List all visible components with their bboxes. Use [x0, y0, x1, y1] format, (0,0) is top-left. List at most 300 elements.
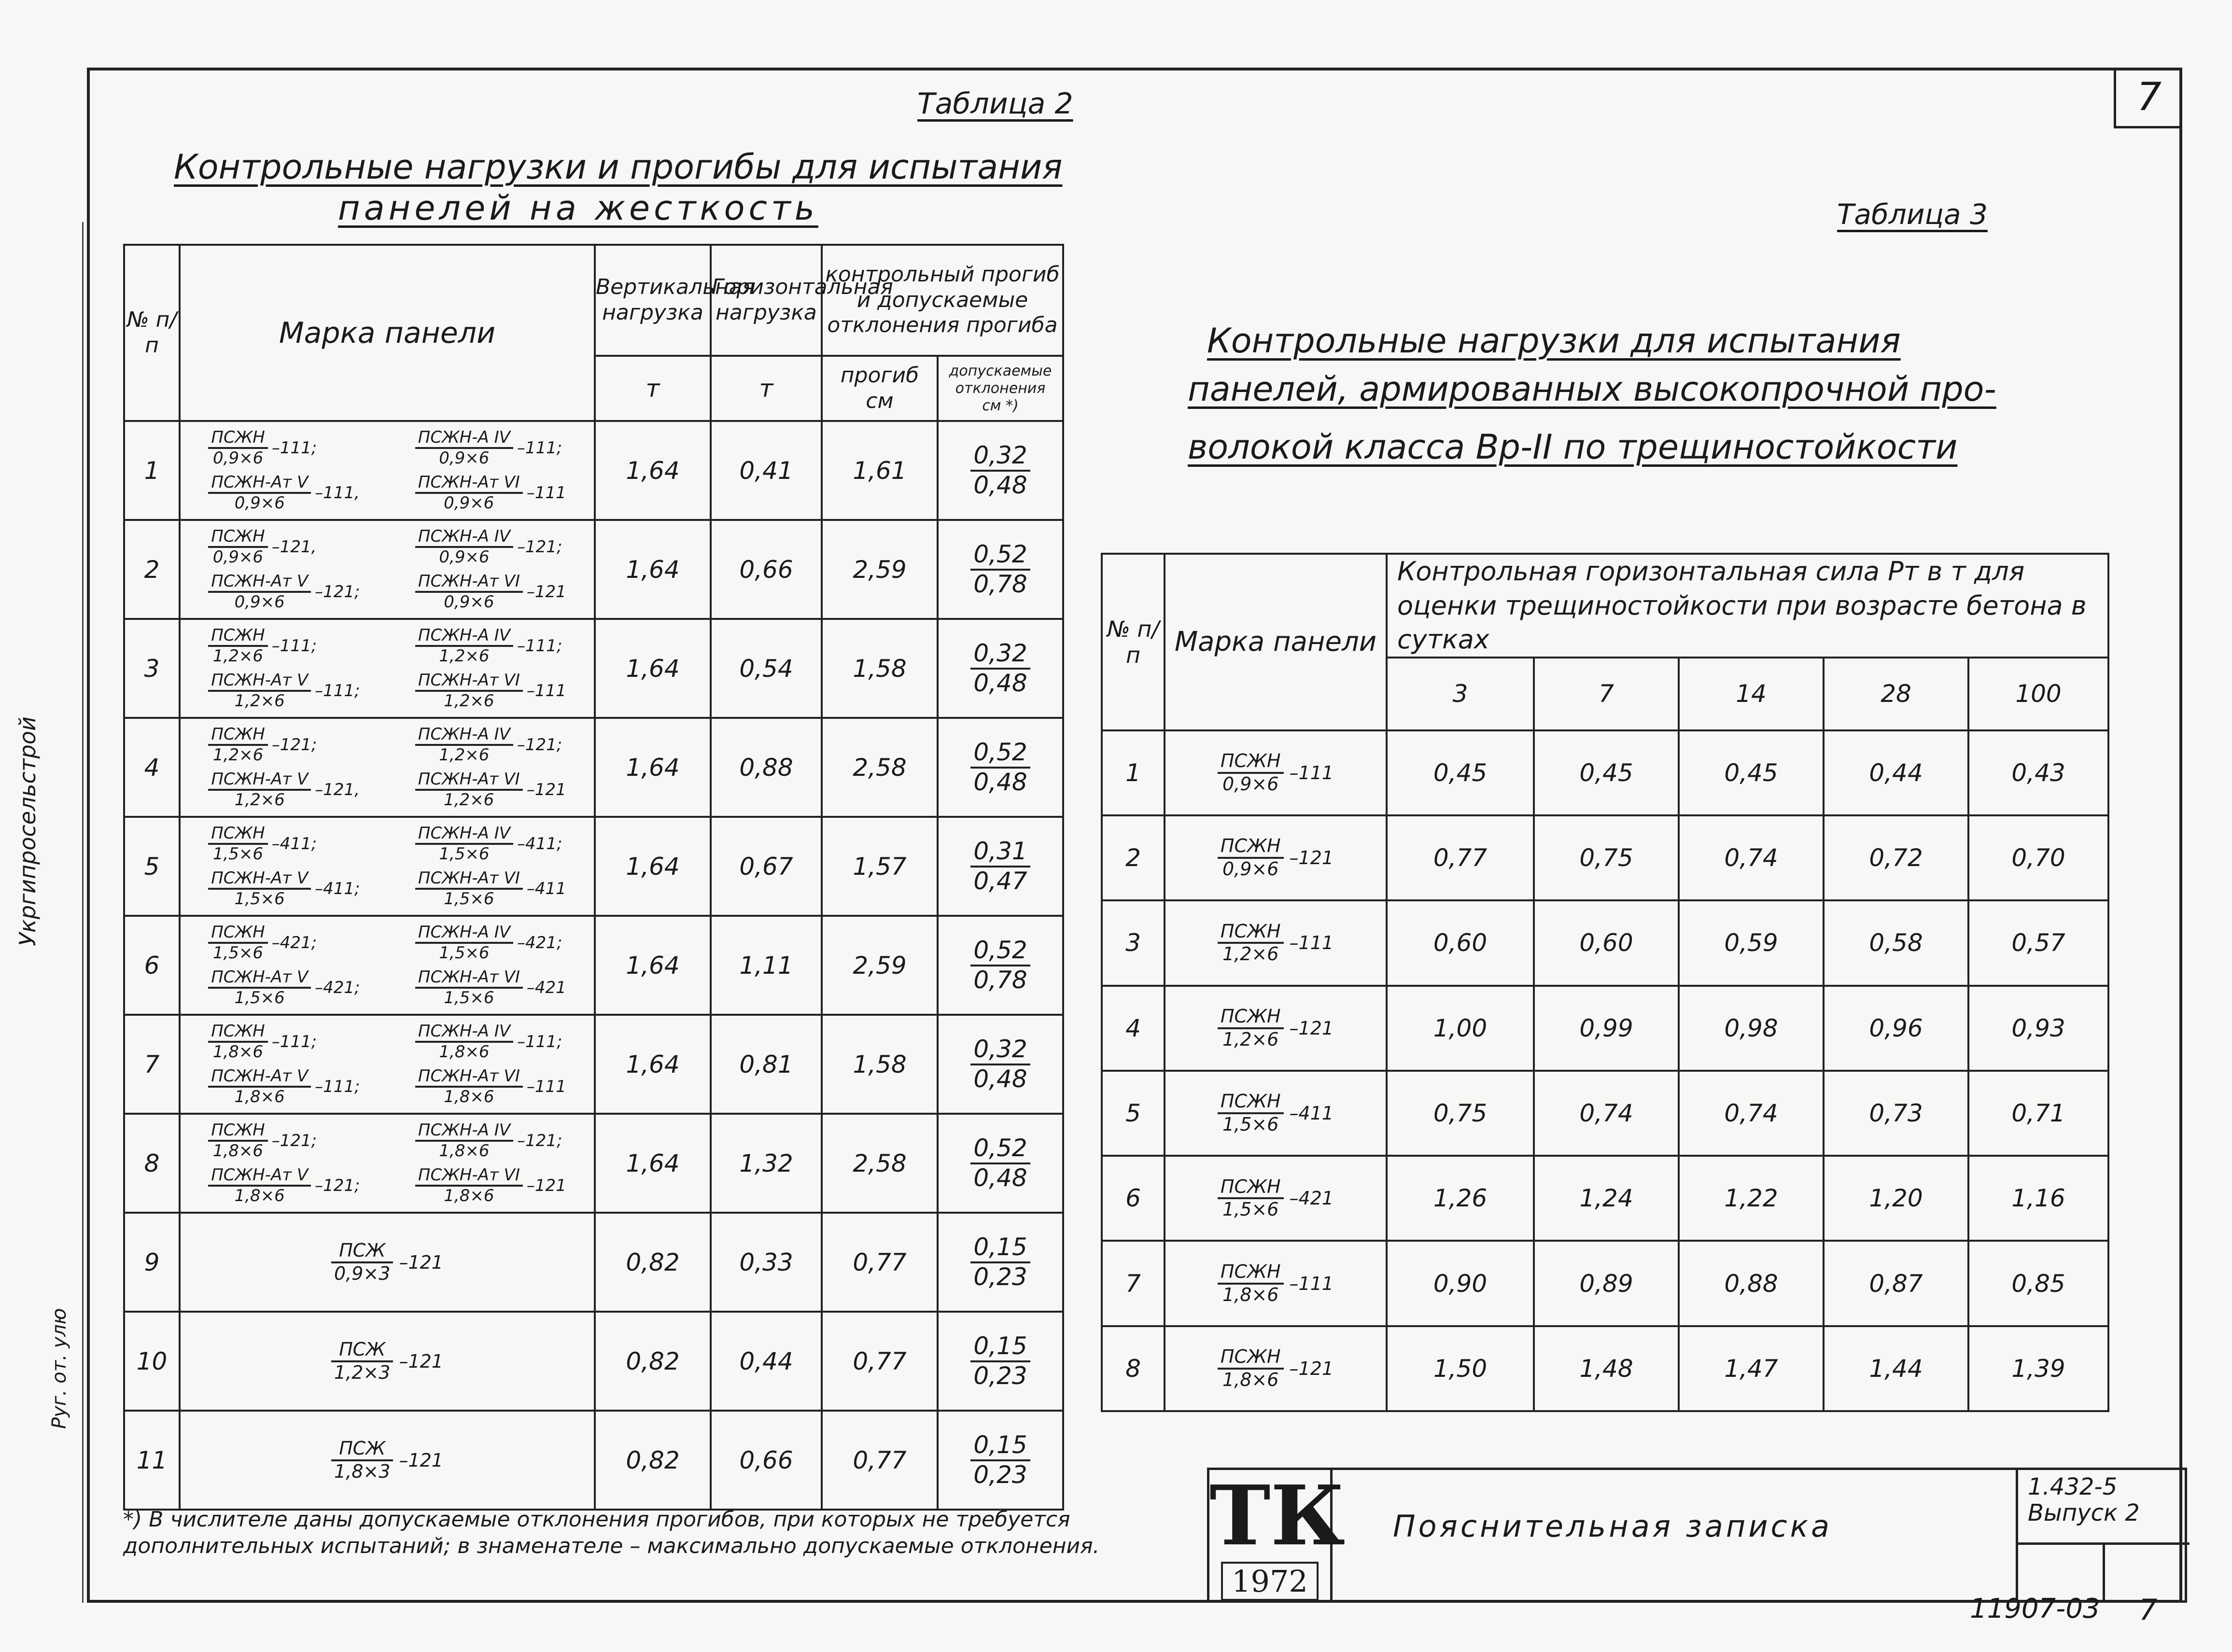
- t3-row: [1102, 1156, 2108, 1241]
- tolerance: [938, 1015, 1063, 1114]
- side-margin-stamp: [10, 222, 84, 1603]
- table2-title-line1: Контрольные нагрузки и прогибы для испытания: [174, 147, 1063, 187]
- force-day-100: 0,71: [1968, 1071, 2108, 1156]
- vertical-load: 1,64: [595, 619, 711, 718]
- panel-mark: [1165, 1241, 1387, 1326]
- tolerance-numerator: 0,32: [970, 1036, 1030, 1065]
- panel-marks: [180, 421, 595, 520]
- horizontal-load: 0,66: [711, 520, 822, 619]
- tolerance-numerator: 0,52: [970, 937, 1030, 966]
- side-text-note: Руг. от. улю: [48, 1308, 70, 1429]
- row-number: 4: [1102, 986, 1165, 1071]
- mark-c-suffix: –111;: [315, 681, 360, 700]
- force-day-28: 0,73: [1824, 1071, 1968, 1156]
- title-block: [1207, 1468, 2187, 1603]
- deflection: 2,59: [822, 520, 938, 619]
- mark-b-num: ПСЖН-А IV: [415, 1121, 513, 1142]
- mark-suffix: –121: [399, 1449, 443, 1471]
- panel-marks: [180, 1114, 595, 1213]
- t2-header-deflection-label: прогиб: [840, 363, 919, 388]
- row-number: 11: [124, 1411, 180, 1510]
- mark-d-num: ПСЖН-Ат VI: [415, 968, 523, 989]
- t3-row: [1102, 730, 2108, 815]
- row-number: 3: [1102, 900, 1165, 985]
- force-day-14: 0,74: [1679, 1071, 1824, 1156]
- panel-mark: [1165, 815, 1387, 900]
- mark-a-suffix: –121,: [271, 537, 317, 557]
- document-title: Пояснительная записка: [1393, 1509, 1833, 1544]
- tolerance-numerator: 0,32: [970, 640, 1030, 670]
- mark-b-den: 0,9×6: [439, 547, 490, 567]
- tolerance: [938, 1213, 1063, 1312]
- mark-suffix: –121: [1289, 1358, 1334, 1379]
- tolerance: [938, 421, 1063, 520]
- mark-b-den: 1,2×6: [439, 646, 490, 666]
- row-number: 6: [1102, 1156, 1165, 1241]
- force-day-28: 0,96: [1824, 986, 1968, 1071]
- deflection: 1,57: [822, 817, 938, 916]
- tolerance-numerator: 0,15: [970, 1233, 1030, 1263]
- mark-d-den: 1,2×6: [444, 691, 494, 711]
- t2-header-mark: Марка панели: [180, 245, 595, 421]
- mark-suffix: –121: [1289, 1017, 1334, 1039]
- force-day-28: 1,20: [1824, 1156, 1968, 1241]
- panel-mark: [180, 1213, 595, 1312]
- panel-marks: [180, 916, 595, 1015]
- t3-age-14: 14: [1679, 658, 1824, 730]
- t3-row: [1102, 1241, 2108, 1326]
- mark-den: 0,9×3: [334, 1262, 391, 1284]
- panel-mark: [180, 1312, 595, 1411]
- horizontal-load: 0,66: [711, 1411, 822, 1510]
- mark-b-den: 1,5×6: [439, 943, 490, 963]
- mark-a-suffix: –111;: [271, 438, 317, 458]
- mark-a-den: 1,5×6: [212, 844, 264, 864]
- mark-c-den: 1,8×6: [234, 1186, 285, 1205]
- deflection: 0,77: [822, 1411, 938, 1510]
- mark-b-den: 1,8×6: [439, 1042, 490, 1062]
- mark-c-suffix: –411;: [315, 879, 360, 898]
- mark-d-den: 1,2×6: [444, 790, 494, 810]
- tolerance: [938, 619, 1063, 718]
- series-number: 1.432-5: [2028, 1473, 2118, 1500]
- panel-marks: [180, 619, 595, 718]
- mark-a-suffix: –121;: [271, 735, 317, 755]
- t3-header-force: Контрольная горизонтальная сила Рт в т для оценки трещиностойкости при возрасте бетона в сутках: [1387, 554, 2108, 658]
- force-day-3: 0,90: [1387, 1241, 1534, 1326]
- row-number: 8: [124, 1114, 180, 1213]
- panel-mark: [1165, 986, 1387, 1071]
- t2-header-num: № п/п: [124, 245, 180, 421]
- mark-a-den: 1,8×6: [212, 1141, 264, 1161]
- mark-num: ПСЖН: [1218, 751, 1284, 774]
- tolerance-denominator: 0,48: [973, 1163, 1027, 1192]
- mark-b-suffix: –411;: [517, 834, 562, 854]
- mark-b-suffix: –121;: [517, 1131, 562, 1151]
- t2-row: [124, 1312, 1063, 1411]
- mark-a-num: ПСЖН: [208, 923, 268, 944]
- t2-row: [124, 520, 1063, 619]
- t3-header-num: № п/п: [1102, 554, 1165, 730]
- t3-row: [1102, 1326, 2108, 1411]
- mark-suffix: –121: [399, 1350, 443, 1372]
- mark-b-suffix: –111;: [517, 636, 562, 656]
- t2-unit-t: т: [595, 356, 711, 421]
- table3-title-line1: Контрольные нагрузки для испытания: [1207, 321, 1901, 361]
- row-number: 5: [124, 817, 180, 916]
- mark-den: 1,8×6: [1222, 1284, 1279, 1305]
- row-number: 7: [124, 1015, 180, 1114]
- deflection: 2,58: [822, 718, 938, 817]
- tolerance-denominator: 0,23: [973, 1361, 1027, 1390]
- mark-b-den: 1,5×6: [439, 844, 490, 864]
- tolerance-numerator: 0,52: [970, 541, 1030, 571]
- mark-c-num: ПСЖН-Ат V: [208, 968, 311, 989]
- t3-age-100: 100: [1968, 658, 2108, 730]
- t3-row: [1102, 900, 2108, 985]
- panel-mark: [1165, 1071, 1387, 1156]
- force-day-28: 0,87: [1824, 1241, 1968, 1326]
- tolerance: [938, 1411, 1063, 1510]
- row-number: 1: [1102, 730, 1165, 815]
- mark-a-num: ПСЖН: [208, 1121, 268, 1142]
- mark-c-num: ПСЖН-Ат V: [208, 770, 311, 791]
- panel-mark: [1165, 900, 1387, 985]
- t3-row: [1102, 815, 2108, 900]
- panel-mark: [1165, 1326, 1387, 1411]
- horizontal-load: 0,33: [711, 1213, 822, 1312]
- mark-d-suffix: –121: [526, 780, 566, 799]
- force-day-14: 0,98: [1679, 986, 1824, 1071]
- force-day-7: 0,99: [1534, 986, 1679, 1071]
- panel-mark: [1165, 730, 1387, 815]
- mark-c-suffix: –421;: [315, 978, 360, 997]
- mark-d-suffix: –111: [526, 483, 566, 503]
- mark-c-num: ПСЖН-Ат V: [208, 1067, 311, 1088]
- mark-c-num: ПСЖН-Ат V: [208, 572, 311, 593]
- mark-a-den: 0,9×6: [212, 547, 264, 567]
- row-number: 7: [1102, 1241, 1165, 1326]
- mark-a-suffix: –411;: [271, 834, 317, 854]
- horizontal-load: 0,81: [711, 1015, 822, 1114]
- mark-d-suffix: –111: [526, 1077, 566, 1096]
- force-day-7: 1,48: [1534, 1326, 1679, 1411]
- mark-d-num: ПСЖН-Ат VI: [415, 671, 523, 692]
- t3-age-7: 7: [1534, 658, 1679, 730]
- mark-d-den: 1,8×6: [444, 1087, 494, 1106]
- t2-unit-cm2: см *): [982, 397, 1019, 414]
- force-day-7: 0,74: [1534, 1071, 1679, 1156]
- t2-row: [124, 1114, 1063, 1213]
- mark-b-num: ПСЖН-А IV: [415, 527, 513, 548]
- mark-den: 1,5×6: [1222, 1113, 1279, 1135]
- row-number: 3: [124, 619, 180, 718]
- mark-den: 0,9×6: [1222, 858, 1279, 880]
- mark-b-num: ПСЖН-А IV: [415, 725, 513, 746]
- mark-num: ПСЖ: [331, 1240, 393, 1263]
- mark-c-suffix: –121;: [315, 1176, 360, 1195]
- t2-header-tolerance: [938, 356, 1063, 421]
- panel-marks: [180, 718, 595, 817]
- mark-d-den: 1,8×6: [444, 1186, 494, 1205]
- force-day-14: 0,88: [1679, 1241, 1824, 1326]
- mark-suffix: –421: [1289, 1188, 1334, 1209]
- mark-den: 1,5×6: [1222, 1199, 1279, 1220]
- series-box: [2016, 1470, 2190, 1600]
- mark-num: ПСЖН: [1218, 1091, 1284, 1114]
- t2-unit-cm: см: [866, 388, 894, 413]
- t2-row: [124, 1213, 1063, 1312]
- tolerance-denominator: 0,23: [973, 1262, 1027, 1291]
- mark-d-num: ПСЖН-Ат VI: [415, 572, 523, 593]
- mark-c-num: ПСЖН-Ат V: [208, 869, 311, 890]
- mark-num: ПСЖН: [1218, 1176, 1284, 1200]
- mark-c-den: 0,9×6: [234, 592, 285, 612]
- mark-a-den: 1,5×6: [212, 943, 264, 963]
- vertical-load: 1,64: [595, 520, 711, 619]
- mark-c-den: 1,8×6: [234, 1087, 285, 1106]
- mark-den: 0,9×6: [1222, 773, 1279, 795]
- mark-suffix: –411: [1289, 1102, 1334, 1124]
- mark-d-num: ПСЖН-Ат VI: [415, 869, 523, 890]
- mark-a-num: ПСЖН: [208, 824, 268, 845]
- mark-a-suffix: –111;: [271, 1032, 317, 1052]
- tolerance-numerator: 0,15: [970, 1332, 1030, 1362]
- tolerance: [938, 520, 1063, 619]
- bottom-page-number: 7: [2139, 1593, 2158, 1627]
- page-number: 7: [2137, 74, 2162, 119]
- tk-logo-letters: ТК: [1209, 1468, 1346, 1564]
- mark-num: ПСЖН: [1218, 836, 1284, 859]
- deflection: 1,58: [822, 619, 938, 718]
- document-code: 11907-03: [1970, 1593, 2100, 1624]
- vertical-load: 1,64: [595, 916, 711, 1015]
- vertical-load: 0,82: [595, 1312, 711, 1411]
- tk-logo: [1209, 1468, 1346, 1600]
- mark-c-den: 1,2×6: [234, 790, 285, 810]
- mark-a-suffix: –111;: [271, 636, 317, 656]
- mark-d-num: ПСЖН-Ат VI: [415, 1067, 523, 1088]
- tolerance-denominator: 0,48: [973, 1064, 1027, 1093]
- t2-row: [124, 421, 1063, 520]
- table3-title-line3: волокой класса Вр-II по трещиностойкости: [1188, 427, 1958, 467]
- force-day-100: 0,85: [1968, 1241, 2108, 1326]
- row-number: 8: [1102, 1326, 1165, 1411]
- horizontal-load: 0,44: [711, 1312, 822, 1411]
- tolerance: [938, 1312, 1063, 1411]
- t2-row: [124, 916, 1063, 1015]
- vertical-load: 1,64: [595, 421, 711, 520]
- row-number: 10: [124, 1312, 180, 1411]
- issue-number: Выпуск 2: [2028, 1499, 2140, 1527]
- mark-a-num: ПСЖН: [208, 527, 268, 548]
- mark-b-num: ПСЖН-А IV: [415, 1022, 513, 1043]
- horizontal-load: 0,41: [711, 421, 822, 520]
- tolerance: [938, 916, 1063, 1015]
- force-day-100: 0,70: [1968, 815, 2108, 900]
- mark-a-num: ПСЖН: [208, 626, 268, 647]
- tolerance-denominator: 0,23: [973, 1460, 1027, 1489]
- mark-b-suffix: –421;: [517, 933, 562, 953]
- mark-d-num: ПСЖН-Ат VI: [415, 770, 523, 791]
- mark-d-num: ПСЖН-Ат VI: [415, 1166, 523, 1187]
- tolerance-denominator: 0,48: [973, 669, 1027, 697]
- tolerance-denominator: 0,78: [973, 570, 1027, 598]
- t2-header-vertical: Вертикальная нагрузка: [595, 245, 711, 356]
- mark-d-suffix: –411: [526, 879, 566, 898]
- mark-a-suffix: –121;: [271, 1131, 317, 1151]
- force-day-28: 1,44: [1824, 1326, 1968, 1411]
- horizontal-load: 0,54: [711, 619, 822, 718]
- mark-c-den: 1,2×6: [234, 691, 285, 711]
- mark-c-num: ПСЖН-Ат V: [208, 671, 311, 692]
- table3-caption: Таблица 3: [1837, 198, 1988, 231]
- mark-d-den: 0,9×6: [444, 592, 494, 612]
- force-day-3: 0,60: [1387, 900, 1534, 985]
- mark-d-suffix: –121: [526, 582, 566, 602]
- mark-a-suffix: –421;: [271, 933, 317, 953]
- force-day-14: 0,45: [1679, 730, 1824, 815]
- deflection: 0,77: [822, 1312, 938, 1411]
- table2-footnote: *) В числителе даны допускаемые отклонения прогибов, при которых не требуется дополнительных испытаний; в знаменателе – максимально допускаемые отклонения.: [123, 1507, 1100, 1558]
- mark-suffix: –121: [1289, 847, 1334, 869]
- tolerance-denominator: 0,47: [973, 867, 1027, 895]
- tolerance-denominator: 0,48: [973, 471, 1027, 499]
- mark-b-suffix: –111;: [517, 438, 562, 458]
- t2-header-deflection: [822, 356, 938, 421]
- row-number: 9: [124, 1213, 180, 1312]
- mark-c-den: 0,9×6: [234, 493, 285, 513]
- mark-c-suffix: –111,: [315, 483, 360, 503]
- horizontal-load: 1,32: [711, 1114, 822, 1213]
- horizontal-load: 0,67: [711, 817, 822, 916]
- deflection: 2,58: [822, 1114, 938, 1213]
- mark-num: ПСЖН: [1218, 1006, 1284, 1029]
- force-day-28: 0,58: [1824, 900, 1968, 985]
- mark-num: ПСЖ: [331, 1339, 393, 1362]
- deflection: 2,59: [822, 916, 938, 1015]
- tolerance: [938, 718, 1063, 817]
- mark-b-num: ПСЖН-А IV: [415, 923, 513, 944]
- mark-a-num: ПСЖН: [208, 428, 268, 449]
- mark-b-den: 1,8×6: [439, 1141, 490, 1161]
- tolerance-denominator: 0,48: [973, 768, 1027, 796]
- tolerance-numerator: 0,32: [970, 442, 1030, 472]
- force-day-28: 0,72: [1824, 815, 1968, 900]
- mark-c-num: ПСЖН-Ат V: [208, 1166, 311, 1187]
- tolerance-numerator: 0,15: [970, 1431, 1030, 1461]
- force-day-28: 0,44: [1824, 730, 1968, 815]
- t2-row: [124, 619, 1063, 718]
- row-number: 5: [1102, 1071, 1165, 1156]
- force-day-100: 0,43: [1968, 730, 2108, 815]
- vertical-load: 0,82: [595, 1213, 711, 1312]
- page-number-box: [2114, 68, 2182, 128]
- horizontal-load: 0,88: [711, 718, 822, 817]
- force-day-100: 0,93: [1968, 986, 2108, 1071]
- vertical-load: 1,64: [595, 1114, 711, 1213]
- mark-suffix: –111: [1289, 1273, 1334, 1294]
- row-number: 4: [124, 718, 180, 817]
- mark-a-den: 1,2×6: [213, 745, 264, 765]
- panel-marks: [180, 817, 595, 916]
- force-day-3: 1,50: [1387, 1326, 1534, 1411]
- t3-header-mark: Марка панели: [1165, 554, 1387, 730]
- mark-d-num: ПСЖН-Ат VI: [415, 473, 523, 494]
- mark-den: 1,8×3: [334, 1460, 391, 1482]
- tolerance-numerator: 0,52: [970, 1134, 1030, 1164]
- t3-age-3: 3: [1387, 658, 1534, 730]
- mark-a-den: 1,8×6: [212, 1042, 264, 1062]
- t2-unit-t2: т: [711, 356, 822, 421]
- mark-num: ПСЖН: [1218, 921, 1284, 944]
- force-day-100: 1,16: [1968, 1156, 2108, 1241]
- row-number: 2: [1102, 815, 1165, 900]
- force-day-14: 0,74: [1679, 815, 1824, 900]
- mark-suffix: –121: [399, 1251, 443, 1273]
- mark-d-den: 0,9×6: [444, 493, 494, 513]
- mark-b-suffix: –121;: [517, 735, 562, 755]
- t2-header-tolerance-label: допускаемые отклонения: [949, 362, 1052, 397]
- mark-c-den: 1,5×6: [234, 988, 285, 1008]
- table2-caption: Таблица 2: [917, 87, 1073, 121]
- force-day-7: 0,60: [1534, 900, 1679, 985]
- t2-row: [124, 1411, 1063, 1510]
- mark-c-suffix: –121,: [315, 780, 360, 799]
- t2-header-control: контрольный прогиб и допускаемые отклонения прогиба: [822, 245, 1063, 356]
- panel-mark: [1165, 1156, 1387, 1241]
- mark-num: ПСЖН: [1218, 1261, 1284, 1285]
- mark-b-den: 1,2×6: [439, 745, 490, 765]
- table2: [123, 244, 1064, 1511]
- tolerance: [938, 817, 1063, 916]
- tk-year: 1972: [1221, 1562, 1319, 1601]
- mark-c-suffix: –121;: [315, 582, 360, 602]
- table3: [1101, 553, 2109, 1412]
- mark-b-den: 0,9×6: [439, 448, 490, 468]
- deflection: 1,58: [822, 1015, 938, 1114]
- force-day-7: 0,75: [1534, 815, 1679, 900]
- force-day-100: 0,57: [1968, 900, 2108, 985]
- vertical-load: 1,64: [595, 718, 711, 817]
- row-number: 2: [124, 520, 180, 619]
- table2-title-line2: панелей на жесткость: [338, 188, 818, 228]
- table3-title-line2: панелей, армированных высокопрочной про-: [1188, 369, 1996, 409]
- force-day-3: 0,77: [1387, 815, 1534, 900]
- mark-d-den: 1,5×6: [444, 988, 494, 1008]
- horizontal-load: 1,11: [711, 916, 822, 1015]
- mark-den: 1,2×3: [334, 1361, 391, 1383]
- force-day-3: 1,00: [1387, 986, 1534, 1071]
- mark-den: 1,8×6: [1222, 1369, 1279, 1390]
- mark-b-suffix: –121;: [517, 537, 562, 557]
- row-number: 1: [124, 421, 180, 520]
- mark-b-num: ПСЖН-А IV: [415, 626, 513, 647]
- force-day-3: 1,26: [1387, 1156, 1534, 1241]
- mark-a-num: ПСЖН: [208, 725, 268, 746]
- mark-d-suffix: –421: [526, 978, 566, 997]
- side-text-org: Укргипросельстрой: [14, 716, 41, 946]
- deflection: 1,61: [822, 421, 938, 520]
- mark-c-suffix: –111;: [315, 1077, 360, 1096]
- force-day-14: 0,59: [1679, 900, 1824, 985]
- force-day-14: 1,47: [1679, 1326, 1824, 1411]
- force-day-7: 0,45: [1534, 730, 1679, 815]
- t3-age-28: 28: [1824, 658, 1968, 730]
- mark-b-num: ПСЖН-А IV: [415, 428, 513, 449]
- mark-a-den: 0,9×6: [213, 448, 264, 468]
- mark-a-num: ПСЖН: [208, 1022, 268, 1043]
